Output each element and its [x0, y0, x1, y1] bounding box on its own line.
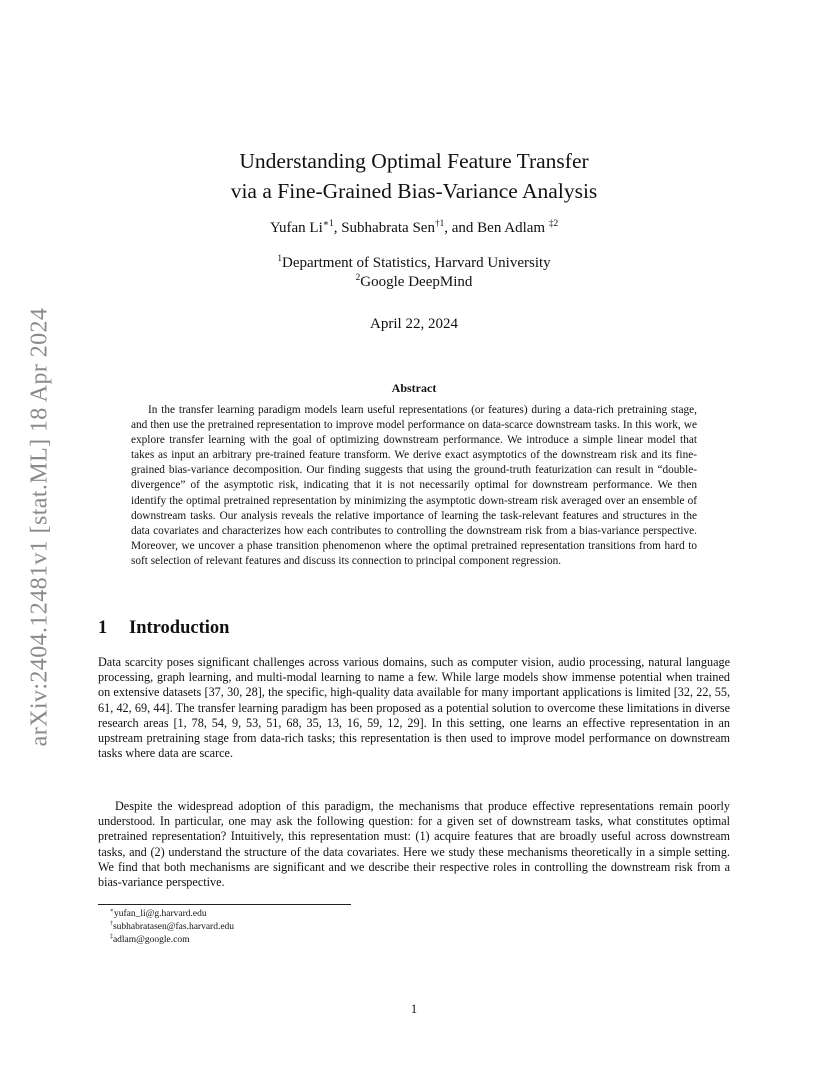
affiliation-line: [0, 254, 828, 273]
author-name: Ben Adlam: [477, 220, 546, 236]
title-line-2: via a Fine-Grained Bias-Variance Analysis: [230, 179, 598, 203]
author-name: Subhabrata Sen: [341, 220, 435, 236]
affiliation-mark: 2: [355, 273, 361, 283]
arxiv-identifier-text: arXiv:2404.12481v1 [stat.ML] 18 Apr 2024: [26, 307, 53, 747]
author-separator: , and: [444, 220, 478, 236]
author-mark: †1: [434, 219, 445, 229]
author-mark: ∗1: [322, 219, 334, 229]
affiliation-line: [0, 273, 828, 292]
footnote-email[interactable]: subhabratasen@fas.harvard.edu: [112, 922, 235, 932]
affiliation-text: Department of Statistics, Harvard University: [281, 255, 551, 271]
footnote-mark: ∗: [110, 907, 114, 914]
footnote-mark: ‡: [110, 933, 113, 940]
author-name: Yufan Li: [269, 220, 323, 236]
footnote: [110, 921, 234, 934]
abstract-heading: Abstract: [391, 381, 437, 395]
section-title: Introduction: [129, 618, 230, 638]
affiliations: [0, 254, 828, 292]
title-line-1: Understanding Optimal Feature Transfer: [239, 149, 589, 173]
footnotes: [110, 908, 234, 947]
footnote-email[interactable]: yufan_li@g.harvard.edu: [114, 909, 207, 919]
author-list: [0, 220, 828, 237]
arxiv-identifier-sidebar: [20, 282, 60, 772]
footnote-rule: [98, 904, 351, 905]
page-number: 1: [410, 1002, 418, 1016]
footnote: [110, 908, 234, 921]
paper-title: [0, 146, 828, 206]
paragraph: Despite the widespread adoption of this paradigm, the mechanisms that produce effective representations remain poorly understood. In particular, one may ask the following question: for a given set of downstream tasks, what constitutes optimal pretrained representation? Intuitively, this representation must: (1) acquire features that are broadly useful across downstream tasks, and (2) understand the structure of the data covariates. Here we study these mechanisms theoretically in a simple setting. We find that both mechanisms are significant and we describe their respective roles in controlling the downstream risk from a bias-variance perspective.: [98, 799, 730, 890]
author-mark: ‡2: [548, 219, 559, 229]
abstract-text: In the transfer learning paradigm models learn useful representations (or features) during a data-rich pretraining stage, and then use the pretrained representation to improve model performance on data-scarce downstream tasks. In this work, we explore transfer learning with the goal of optimizing downstream performance. We introduce a simple linear model that takes as input an arbitrary pre-trained feature transform. We derive exact asymptotics of the downstream risk and its fine-grained bias-variance decomposition. Our finding suggests that using the ground-truth featurization can result in “double-divergence” of the asymptotic risk, indicating that it is not necessarily optimal for downstream performance. We then identify the optimal pretrained representation by minimizing the asymptotic down-stream risk averaged over an ensemble of downstream tasks. Our analysis reveals the relative importance of learning the task-relevant features and structures in the data covariates and characterizes how each contributes to controlling the downstream risk from a bias-variance perspective. Moreover, we uncover a phase transition phenomenon where the optimal pretrained representation transitions from hard to soft selection of relevant features and discuss its connection to principal component regression.: [131, 404, 697, 567]
section-heading: [98, 618, 229, 639]
paragraph: Data scarcity poses significant challenges across various domains, such as computer vision, audio processing, natural language processing, graph learning, and multi-modal learning to name a few. While large models show immense potential when trained on extensive datasets [37, 30, 28], the specific, high-quality data available for many important applications is limited [32, 22, 55, 61, 42, 69, 44]. The transfer learning paradigm has been proposed as a potential solution to overcome these limitations in diverse research areas [1, 78, 54, 9, 53, 51, 68, 35, 13, 16, 59, 12, 29]. In this setting, one learns an effective representation in an upstream pretraining stage from data-rich tasks; this representation is then used to improve model performance on downstream tasks where data are scarce.: [98, 655, 730, 761]
footnote-mark: †: [110, 920, 113, 927]
footnote: [110, 934, 234, 947]
author-separator: ,: [333, 220, 342, 236]
affiliation-text: Google DeepMind: [360, 274, 473, 290]
footnote-email[interactable]: adlam@google.com: [112, 935, 190, 945]
section-number: 1: [98, 618, 108, 638]
publication-date: April 22, 2024: [370, 316, 458, 332]
affiliation-mark: 1: [277, 254, 282, 264]
